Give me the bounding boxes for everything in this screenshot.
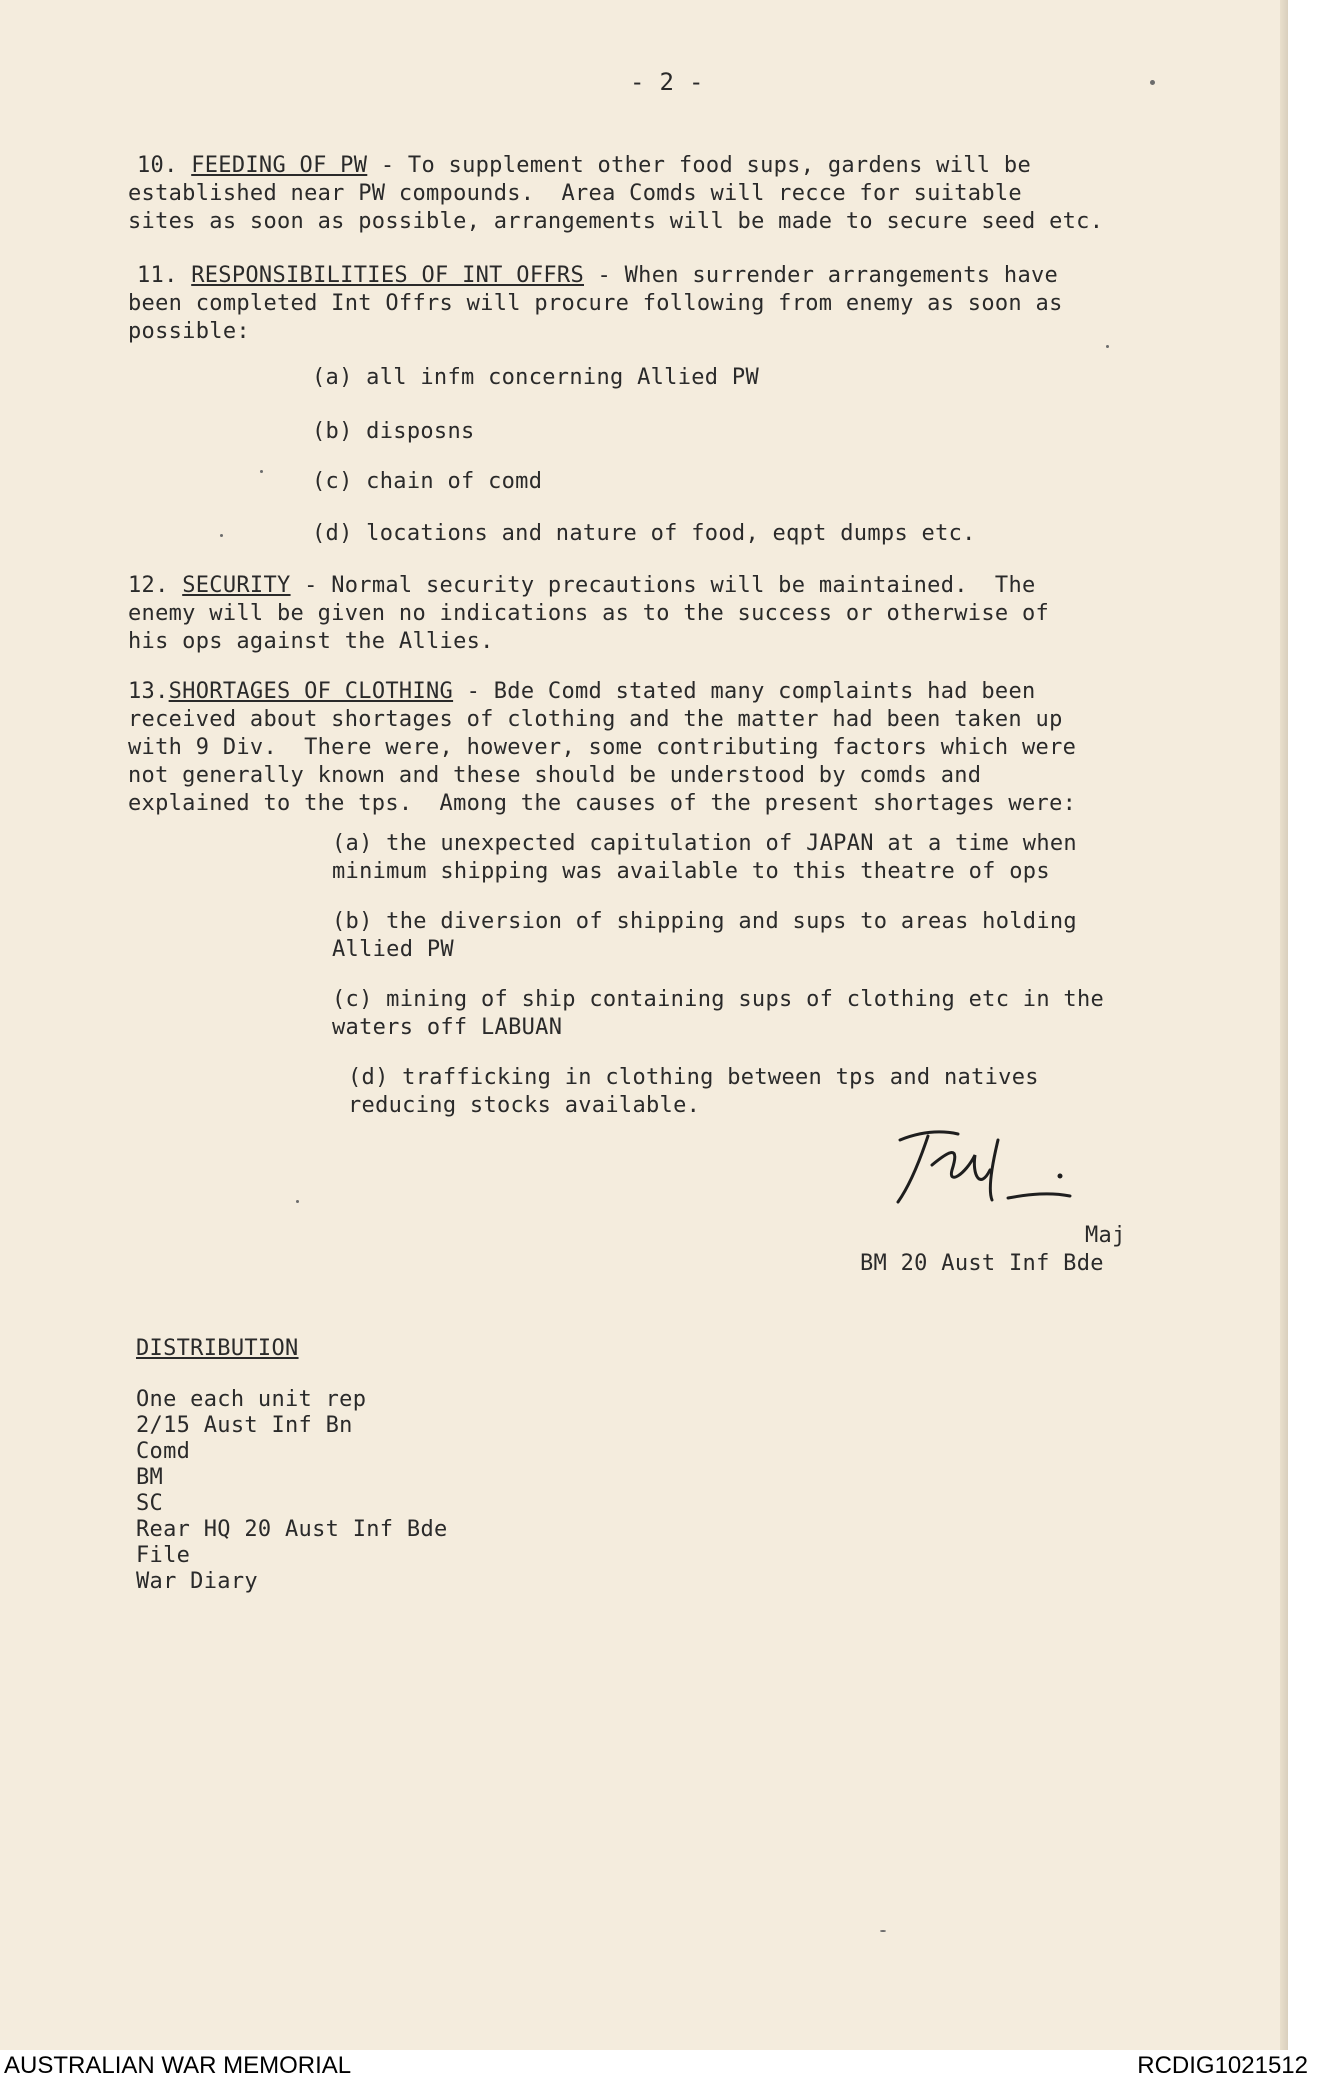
para-13-text: - Bde Comd stated many complaints had been [453,679,1036,704]
para-11-line-2: been completed Int Offrs will procure following from enemy as soon as [128,291,1063,316]
para-13-item-b-line-1: (b) the diversion of shipping and sups to areas holding [332,909,1077,934]
distribution-line: BM [136,1465,164,1490]
paper-speck [220,534,223,537]
para-12-heading: SECURITY [182,573,291,598]
para-12-line-1 [128,572,1036,600]
page-number: - 2 - [630,68,704,96]
para-13-line-4: not generally known and these should be understood by comds and [128,763,982,788]
para-13-line-3: with 9 Div. There were, however, some contributing factors which were [128,735,1077,760]
para-12-number: 12. [128,573,169,598]
para-13-heading: SHORTAGES OF CLOTHING [168,679,454,704]
para-13-line-5: explained to the tps. Among the causes of the present shortages were: [128,791,1077,816]
para-13-item-d-line-1: (d) trafficking in clothing between tps and natives [348,1065,1039,1090]
distribution-line: 2/15 Aust Inf Bn [136,1413,353,1438]
archive-footer [0,2050,1318,2082]
paper-speck [880,1930,886,1932]
para-11-item-c: (c) chain of comd [312,469,543,494]
para-10-line-2: established near PW compounds. Area Comds will recce for suitable [128,181,1022,206]
para-13-item-a-line-2: minimum shipping was available to this theatre of ops [332,859,1050,884]
handwritten-signature [880,1110,1100,1220]
distribution-line: SC [136,1491,164,1516]
distribution-heading: DISTRIBUTION [136,1336,299,1361]
para-13-item-a-line-1: (a) the unexpected capitulation of JAPAN at a time when [332,831,1077,856]
para-11-number: 11. [137,263,178,288]
para-10-number: 10. [137,153,178,178]
paper-speck [1150,80,1155,85]
para-13-item-b-line-2: Allied PW [332,937,454,962]
para-10-text: - To supplement other food sups, gardens will be [367,153,1031,178]
para-11-item-d: (d) locations and nature of food, eqpt dumps etc. [312,521,976,546]
para-13-line-1 [128,678,1036,706]
para-13-item-c-line-1: (c) mining of ship containing sups of clothing etc in the [332,987,1105,1012]
para-10-line-3: sites as soon as possible, arrangements will be made to secure seed etc. [128,209,1104,234]
para-13-number: 13. [128,679,169,704]
distribution-line: One each unit rep [136,1387,367,1412]
para-10-line-1 [137,152,1031,180]
para-11-text: - When surrender arrangements have [584,263,1059,288]
para-11-heading: RESPONSIBILITIES OF INT OFFRS [191,263,584,288]
footer-record-id: RCDIG1021512 [1137,2052,1308,2079]
page-edge [1280,0,1288,2050]
footer-institution: AUSTRALIAN WAR MEMORIAL [4,2052,352,2079]
para-13-line-2: received about shortages of clothing and the matter had been taken up [128,707,1063,732]
para-12-text: - Normal security precautions will be maintained. The [290,573,1036,598]
signatory-rank: Maj [1085,1223,1126,1248]
para-11-line-1 [137,262,1058,290]
paper-speck [1106,345,1109,348]
para-11-line-3: possible: [128,319,250,344]
distribution-line: File [136,1543,191,1568]
para-13-item-c-line-2: waters off LABUAN [332,1015,563,1040]
para-12-line-3: his ops against the Allies. [128,629,494,654]
para-11-item-a: (a) all infm concerning Allied PW [312,365,759,390]
distribution-line: Rear HQ 20 Aust Inf Bde [136,1517,448,1542]
paper-speck [260,470,263,473]
para-11-item-b: (b) disposns [312,419,475,444]
paper-speck [296,1200,299,1203]
distribution-line: War Diary [136,1569,258,1594]
para-10-heading: FEEDING OF PW [191,153,368,178]
para-13-item-d-line-2: reducing stocks available. [348,1093,701,1118]
signatory-appointment: BM 20 Aust Inf Bde [860,1251,1104,1276]
para-12-line-2: enemy will be given no indications as to the success or otherwise of [128,601,1050,626]
distribution-line: Comd [136,1439,191,1464]
